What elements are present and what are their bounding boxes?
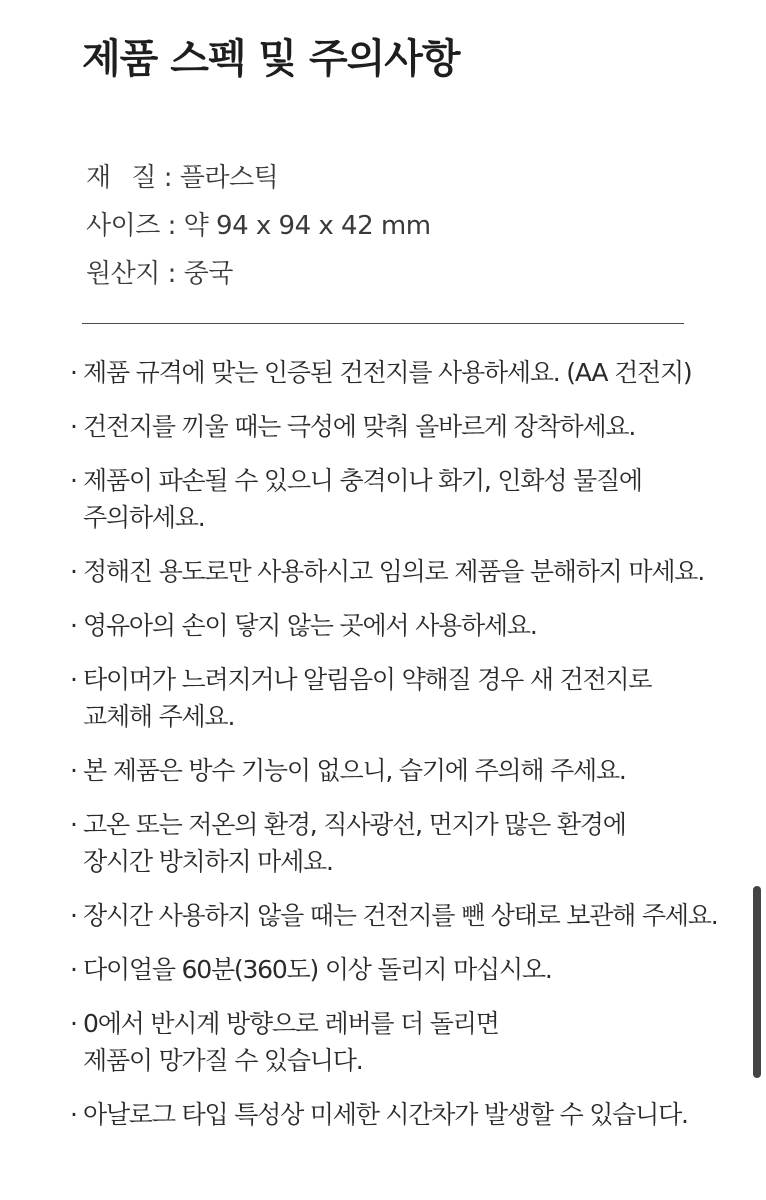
- caution-item: [70, 806, 750, 880]
- caution-text: 장시간 방치하지 마세요.: [83, 847, 333, 876]
- spec-label-size: 사이즈: [86, 211, 160, 241]
- spec-value-origin: 중국: [183, 259, 233, 289]
- caution-item: [70, 354, 750, 391]
- spec-separator: :: [159, 259, 184, 289]
- bullet-dot: ·: [70, 1100, 77, 1129]
- scrollbar-thumb[interactable]: [753, 886, 761, 1078]
- spec-label-char: 재: [86, 163, 111, 193]
- caution-item: [70, 661, 750, 735]
- caution-item: [70, 752, 750, 789]
- caution-item: [70, 897, 750, 934]
- bullet-dot: ·: [70, 466, 77, 495]
- spec-separator: :: [156, 163, 180, 193]
- caution-text: 다이얼을 60분(360도) 이상 돌리지 마십시오.: [83, 955, 552, 984]
- spec-row-size: [86, 202, 686, 250]
- bullet-dot: ·: [70, 810, 77, 839]
- caution-item: [70, 951, 750, 988]
- caution-text: 제품이 파손될 수 있으니 충격이나 화기, 인화성 물질에: [83, 466, 642, 495]
- section-divider: [82, 323, 684, 324]
- caution-text: 아날로그 타입 특성상 미세한 시간차가 발생할 수 있습니다.: [83, 1100, 688, 1129]
- caution-text: 영유아의 손이 닿지 않는 곳에서 사용하세요.: [83, 611, 537, 640]
- caution-text: 제품 규격에 맞는 인증된 건전지를 사용하세요. (AA 건전지): [83, 358, 692, 387]
- bullet-dot: ·: [70, 358, 77, 387]
- caution-item: [70, 408, 750, 445]
- spec-label-origin: 원산지: [86, 259, 160, 289]
- bullet-dot: ·: [70, 1009, 77, 1038]
- spec-label-material: [86, 154, 156, 202]
- caution-item: [70, 1096, 750, 1133]
- caution-item: [70, 462, 750, 536]
- spec-separator: :: [159, 211, 184, 241]
- caution-text: 0에서 반시계 방향으로 레버를 더 돌리면: [83, 1009, 499, 1038]
- caution-text: 건전지를 끼울 때는 극성에 맞춰 올바르게 장착하세요.: [83, 412, 636, 441]
- page-title: 제품 스펙 및 주의사항: [82, 36, 460, 82]
- bullet-dot: ·: [70, 756, 77, 785]
- caution-text: 고온 또는 저온의 환경, 직사광선, 먼지가 많은 환경에: [83, 810, 626, 839]
- caution-text: 주의하세요.: [83, 503, 205, 532]
- spec-value-material: 플라스틱: [179, 163, 279, 193]
- caution-text: 본 제품은 방수 기능이 없으니, 습기에 주의해 주세요.: [83, 756, 626, 785]
- caution-item: [70, 607, 750, 644]
- bullet-dot: ·: [70, 557, 77, 586]
- caution-item: [70, 1005, 750, 1079]
- bullet-dot: ·: [70, 611, 77, 640]
- caution-text: 제품이 망가질 수 있습니다.: [83, 1046, 363, 1075]
- spec-list: [86, 154, 686, 298]
- caution-text: 교체해 주세요.: [83, 702, 235, 731]
- spec-row-material: [86, 154, 686, 202]
- bullet-dot: ·: [70, 665, 77, 694]
- caution-text: 타이머가 느려지거나 알림음이 약해질 경우 새 건전지로: [83, 665, 652, 694]
- caution-text: 장시간 사용하지 않을 때는 건전지를 뺀 상태로 보관해 주세요.: [83, 901, 718, 930]
- spec-label-char: 질: [131, 163, 156, 193]
- bullet-dot: ·: [70, 901, 77, 930]
- spec-row-origin: [86, 250, 686, 298]
- bullet-dot: ·: [70, 955, 77, 984]
- spec-value-size: 약 94 x 94 x 42 mm: [183, 211, 431, 241]
- caution-item: [70, 553, 750, 590]
- bullet-dot: ·: [70, 412, 77, 441]
- caution-text: 정해진 용도로만 사용하시고 임의로 제품을 분해하지 마세요.: [83, 557, 704, 586]
- caution-list: [70, 354, 750, 1150]
